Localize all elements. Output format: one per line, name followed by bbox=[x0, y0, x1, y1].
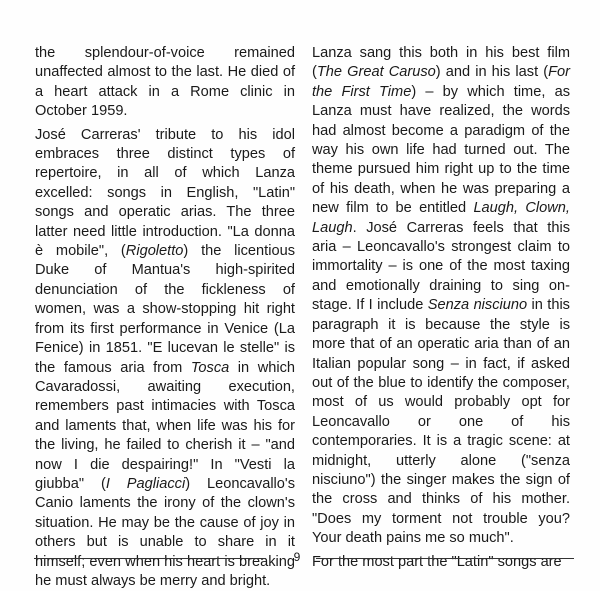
film-title-laugh-clown-laugh: Laugh, Clown, Laugh bbox=[312, 200, 570, 236]
text-run: ) the licentious Duke of Mantua's high-spirited denunciation of the fickleness of women, was a show-stopping hit right from its first performance in Venice (La Fenice) in 1851. "E lucevan le stelle" is the famous aria from bbox=[35, 243, 295, 376]
right-column bbox=[312, 44, 570, 576]
footer-rule-left bbox=[34, 558, 266, 559]
text-run: ) Leoncavallo's Canio laments the irony of the clown's situation. He may be the cause of joy in others but is unable to share in it himself; even when his heart is breaking he must always be merry and bright. bbox=[35, 475, 295, 589]
opera-title-pagliacci: I Pagliacci bbox=[105, 475, 186, 492]
text-run: in this paragraph it is because the style is more that of an operatic aria than of an Italian popular song – in fact, if asked out of the blue to identify the composer, most of us would probably opt for Leoncavallo or one of his contemporaries. It is a tragic scene: at midnight, utterly alone ("senza nisciuno") the singer makes the sign of the cross and thinks of his mother. "Does my torment not trouble you? Your death pains me so much". bbox=[312, 297, 570, 547]
right-paragraph-1 bbox=[312, 44, 570, 549]
text-run: José Carreras' tribute to his idol embraces three distinct types of repertoire, in all of which Lanza excelled: songs in English, "Latin" songs and operatic arias. The three latter need little introduction. "La donna è mobile", ( bbox=[35, 126, 295, 260]
right-paragraph-2: For the most part the "Latin" songs are bbox=[312, 553, 562, 570]
text-run: ) – by which time, as Lanza must have realized, the words had almost become a paradigm of the way his own life had turned out. The theme pursued him right up to the time of his death, when he was preparing a new film to be entitled bbox=[312, 83, 570, 217]
text-run: . José Carreras feels that this aria – Leoncavallo's strongest claim to immortality – is one of the most taxing and emotionally draining to sing on-stage. If I include bbox=[312, 219, 570, 314]
page-number: 9 bbox=[293, 550, 301, 564]
text-run: Lanza sang this both in his best film ( bbox=[312, 45, 570, 81]
left-column bbox=[35, 44, 295, 595]
song-title-senza-nisciuno: Senza nisciuno bbox=[427, 297, 528, 314]
film-title-great-caruso: The Great Caruso bbox=[316, 64, 436, 81]
film-title-for-the-first-time: For the First Time bbox=[312, 64, 570, 100]
text-run: ) and in his last ( bbox=[435, 64, 549, 81]
footer-rule-right bbox=[316, 558, 574, 559]
left-paragraph-1: the splendour-of-voice remained unaffected almost to the last. He died of a heart attack in a Rome clinic in October 1959. bbox=[35, 45, 295, 120]
opera-title-rigoletto: Rigoletto bbox=[125, 243, 184, 260]
opera-title-tosca: Tosca bbox=[190, 359, 230, 376]
text-run: in which Cavaradossi, awaiting execution, remembers past intimacies with Tosca and laments that, when life was his for the living, he failed to cherish it – "and now I die despairing!" In "Vesti la giubba" ( bbox=[35, 359, 296, 492]
left-paragraph-2 bbox=[35, 126, 295, 592]
